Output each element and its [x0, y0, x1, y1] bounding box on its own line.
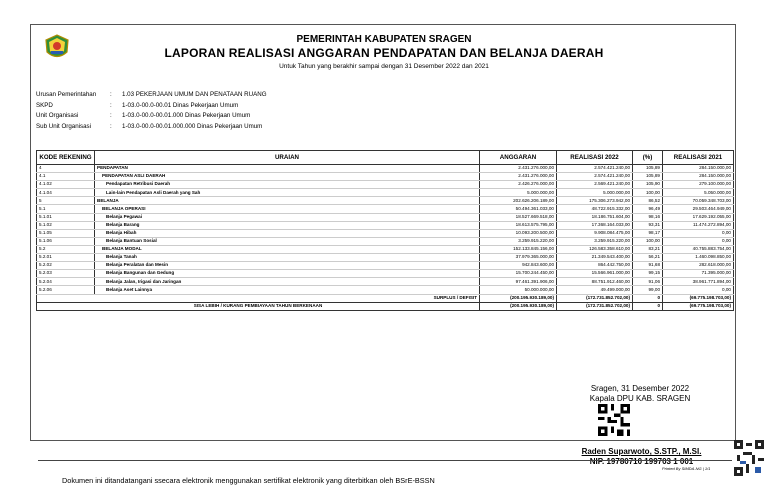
printed-by: Printed By SIMDA-NG | 1/1	[662, 466, 711, 471]
anggaran-cell: 37.979.365.000,00	[480, 254, 557, 262]
percent-cell: 56,21	[633, 254, 663, 262]
col-header-percent: (%)	[633, 151, 663, 165]
percent-cell: 105,90	[633, 181, 663, 189]
meta-value: 1.03 PEKERJAAN UMUM DAN PENATAAN RUANG	[122, 91, 267, 98]
realisasi-2022-cell: 9.908.084.475,00	[557, 229, 633, 237]
anggaran-cell: (200.195.930.189,00)	[480, 302, 557, 310]
meta-row	[36, 122, 267, 133]
realisasi-2022-cell: (172.731.852.702,00)	[557, 302, 633, 310]
col-header-anggaran: ANGGARAN	[480, 151, 557, 165]
uraian-cell: Belanja Barang	[95, 221, 480, 229]
kode-cell: 5.2.03	[37, 270, 95, 278]
uraian-cell: Belanja Aset Lainnya	[95, 286, 480, 294]
percent-cell: 93,31	[633, 221, 663, 229]
kode-cell: 5.1.05	[37, 229, 95, 237]
kode-cell: 5.1.02	[37, 221, 95, 229]
realisasi-2021-cell: 0,00	[663, 286, 734, 294]
signer-name: Raden Suparwoto, S.STP., M.SI.	[581, 447, 702, 456]
percent-cell: 99,15	[633, 270, 663, 278]
realisasi-2022-cell: (172.731.852.702,00)	[557, 294, 633, 302]
realisasi-2021-cell: 71.395.000,00	[663, 270, 734, 278]
anggaran-cell: 5.000.000,00	[480, 189, 557, 197]
realisasi-2021-cell: 40.755.883.754,00	[663, 245, 734, 253]
signature-place-date: Sragen, 31 Desember 2022	[590, 384, 690, 393]
anggaran-cell: 3.259.915.220,00	[480, 237, 557, 245]
uraian-cell: BELANJA MODAL	[95, 245, 480, 253]
realisasi-2021-cell: 1.460.098.850,00	[663, 254, 734, 262]
realisasi-2022-cell: 2.569.421.240,00	[557, 181, 633, 189]
meta-value: 1-03.0-00.0-00.01.000.000 Dinas Pekerjaan Umum	[122, 122, 263, 130]
anggaran-cell: 50.000.000,00	[480, 286, 557, 294]
percent-cell: 99,00	[633, 286, 663, 294]
percent-cell: 86,52	[633, 197, 663, 205]
realisasi-2022-cell: 2.574.421.240,00	[557, 165, 633, 173]
anggaran-cell: 50.494.361.033,00	[480, 205, 557, 213]
kode-cell: 4.1.04	[37, 189, 95, 197]
realisasi-2022-cell: 175.306.273.942,00	[557, 197, 633, 205]
kode-cell: 4	[37, 165, 95, 173]
budget-realization-table	[36, 150, 734, 311]
realisasi-2022-cell: 2.574.421.240,00	[557, 173, 633, 181]
realisasi-2021-cell: 17.629.192.055,00	[663, 213, 734, 221]
percent-cell: 83,21	[633, 245, 663, 253]
col-header-uraian: URAIAN	[95, 151, 480, 165]
realisasi-2022-cell: 21.349.543.400,00	[557, 254, 633, 262]
table-row	[37, 229, 734, 237]
anggaran-cell: 10.093.200.500,00	[480, 229, 557, 237]
report-metadata	[36, 90, 267, 132]
percent-cell: 105,89	[633, 165, 663, 173]
anggaran-cell: 942.843.600,00	[480, 262, 557, 270]
table-row	[37, 165, 734, 173]
footer-qr-code-icon	[734, 440, 764, 476]
meta-value: 1-03.0-00.0-00.01 Dinas Pekerjaan Umum	[122, 101, 239, 109]
uraian-cell: BELANJA OPERASI	[95, 205, 480, 213]
electronic-signature-note: Dokumen ini ditandatangani ssecara elektronik menggunakan sertifikat elektronik yang diterbitkan oleh BSrE-BSSN	[62, 476, 435, 485]
col-header-realisasi-2021: REALISASI 2021	[663, 151, 734, 165]
signature-position: Kapala DPU KAB. SRAGEN	[589, 394, 691, 403]
anggaran-cell: 202.626.206.189,00	[480, 197, 557, 205]
kode-cell: 4.1	[37, 173, 95, 181]
kode-cell: 5.2.01	[37, 254, 95, 262]
realisasi-2021-cell: 284.150.000,00	[663, 165, 734, 173]
anggaran-cell: 97.461.391.906,00	[480, 278, 557, 286]
anggaran-cell: 15.700.244.450,00	[480, 270, 557, 278]
uraian-cell: Belanja Hibah	[95, 229, 480, 237]
table-row	[37, 278, 734, 286]
uraian-cell: Belanja Jalan, Irigasi dan Jaringan	[95, 278, 480, 286]
percent-cell: 105,89	[633, 173, 663, 181]
realisasi-2021-cell: 11.474.272.894,00	[663, 221, 734, 229]
percent-cell: 0	[633, 302, 663, 310]
meta-row	[36, 101, 267, 112]
table-row	[37, 262, 734, 270]
realisasi-2022-cell: 88.751.912.460,00	[557, 278, 633, 286]
signature-block	[560, 384, 720, 404]
table-row	[37, 221, 734, 229]
signer	[554, 447, 729, 467]
surplus-row	[37, 294, 734, 302]
uraian-cell: PENDAPATAN ASLI DAERAH	[95, 173, 480, 181]
realisasi-2021-cell: 284.150.000,00	[663, 173, 734, 181]
table-row	[37, 173, 734, 181]
table-row	[37, 197, 734, 205]
percent-cell: 91,68	[633, 262, 663, 270]
realisasi-2021-cell: 38.961.771.894,00	[663, 278, 734, 286]
anggaran-cell: (200.195.930.189,00)	[480, 294, 557, 302]
percent-cell: 0	[633, 294, 663, 302]
meta-label: SKPD	[36, 101, 53, 109]
table-row	[37, 189, 734, 197]
signature-qr-code-icon	[598, 404, 630, 436]
anggaran-cell: 2.431.276.000,00	[480, 173, 557, 181]
percent-cell: 96,49	[633, 205, 663, 213]
uraian-cell: Pendapatan Retribusi Daerah	[95, 181, 480, 189]
realisasi-2021-cell: 70.059.348.703,00	[663, 197, 734, 205]
table-row	[37, 205, 734, 213]
footer-divider	[38, 460, 732, 461]
surplus-row-label: SURPLUS / DEFISIT	[37, 294, 480, 302]
realisasi-2022-cell: 5.000.000,00	[557, 189, 633, 197]
kode-cell: 5.1.06	[37, 237, 95, 245]
silpa-row-label: SISA LEBIH / KURANG PEMBIAYAAN TAHUN BERKENAAN	[37, 302, 480, 310]
anggaran-cell: 2.426.276.000,00	[480, 181, 557, 189]
kode-cell: 5	[37, 197, 95, 205]
table-row	[37, 254, 734, 262]
uraian-cell: Belanja Peralatan dan Mesin	[95, 262, 480, 270]
kode-cell: 5.1	[37, 205, 95, 213]
percent-cell: 91,06	[633, 278, 663, 286]
realisasi-2021-cell: 0,00	[663, 229, 734, 237]
meta-colon: :	[110, 101, 112, 109]
percent-cell: 98,17	[633, 229, 663, 237]
realisasi-2021-cell: 282.618.000,00	[663, 262, 734, 270]
realisasi-2022-cell: 126.583.358.610,00	[557, 245, 633, 253]
report-period: Untuk Tahun yang berakhir sampai dengan 31 Desember 2022 dan 2021	[279, 63, 489, 70]
realisasi-2022-cell: 864.442.750,00	[557, 262, 633, 270]
report-title: LAPORAN REALISASI ANGGARAN PENDAPATAN DAN BELANJA DAERAH	[164, 46, 604, 60]
uraian-cell: Lain-lain Pendapatan Asli Daerah yang Sah	[95, 189, 480, 197]
uraian-cell: Belanja Pegawai	[95, 213, 480, 221]
percent-cell: 98,16	[633, 213, 663, 221]
realisasi-2021-cell: (69.775.198.703,00)	[663, 294, 734, 302]
kode-cell: 4.1.02	[37, 181, 95, 189]
signer-nip: NIP. 19780710 199703 1 001	[589, 457, 694, 466]
meta-colon: :	[110, 122, 112, 130]
meta-colon: :	[110, 112, 112, 119]
meta-value: 1-03.0-00.0-00.01.000 Dinas Pekerjaan Umum	[122, 112, 251, 119]
uraian-cell: Belanja Bantuan Sosial	[95, 237, 480, 245]
kode-cell: 5.2.04	[37, 278, 95, 286]
table-row	[37, 213, 734, 221]
meta-label: Urusan Pemerintahan	[36, 91, 97, 98]
realisasi-2021-cell: 5.050.000,00	[663, 189, 734, 197]
col-header-realisasi-2022: REALISASI 2022	[557, 151, 633, 165]
table-row	[37, 181, 734, 189]
table-row	[37, 245, 734, 253]
kode-cell: 5.2	[37, 245, 95, 253]
meta-colon: :	[110, 91, 112, 98]
realisasi-2022-cell: 15.566.961.000,00	[557, 270, 633, 278]
realisasi-2022-cell: 3.259.915.220,00	[557, 237, 633, 245]
meta-label: Sub Unit Organisasi	[36, 122, 92, 130]
uraian-cell: Belanja Bangunan dan Gedung	[95, 270, 480, 278]
meta-row	[36, 90, 267, 101]
kode-cell: 5.1.01	[37, 213, 95, 221]
uraian-cell: BELANJA	[95, 197, 480, 205]
table-row	[37, 270, 734, 278]
meta-label: Unit Organisasi	[36, 112, 79, 119]
realisasi-2022-cell: 48.722.915.332,00	[557, 205, 633, 213]
anggaran-cell: 152.133.845.156,00	[480, 245, 557, 253]
table-row	[37, 237, 734, 245]
realisasi-2021-cell: 279.100.000,00	[663, 181, 734, 189]
uraian-cell: PENDAPATAN	[95, 165, 480, 173]
government-title: PEMERINTAH KABUPATEN SRAGEN	[296, 34, 472, 45]
anggaran-cell: 18.527.669.518,00	[480, 213, 557, 221]
silpa-row	[37, 302, 734, 310]
percent-cell: 100,00	[633, 237, 663, 245]
realisasi-2022-cell: 18.186.751.604,00	[557, 213, 633, 221]
realisasi-2021-cell: 0,00	[663, 237, 734, 245]
kode-cell: 5.2.02	[37, 262, 95, 270]
kode-cell: 5.2.06	[37, 286, 95, 294]
anggaran-cell: 18.613.575.795,00	[480, 221, 557, 229]
col-header-kode: KODE REKENING	[37, 151, 95, 165]
uraian-cell: Belanja Tanah	[95, 254, 480, 262]
anggaran-cell: 2.431.276.000,00	[480, 165, 557, 173]
realisasi-2021-cell: (69.775.198.703,00)	[663, 302, 734, 310]
realisasi-2022-cell: 17.368.164.033,00	[557, 221, 633, 229]
meta-row	[36, 111, 267, 122]
table-row	[37, 286, 734, 294]
realisasi-2022-cell: 49.499.000,00	[557, 286, 633, 294]
table-header-row	[37, 151, 734, 165]
percent-cell: 100,00	[633, 189, 663, 197]
realisasi-2021-cell: 29.503.464.949,00	[663, 205, 734, 213]
